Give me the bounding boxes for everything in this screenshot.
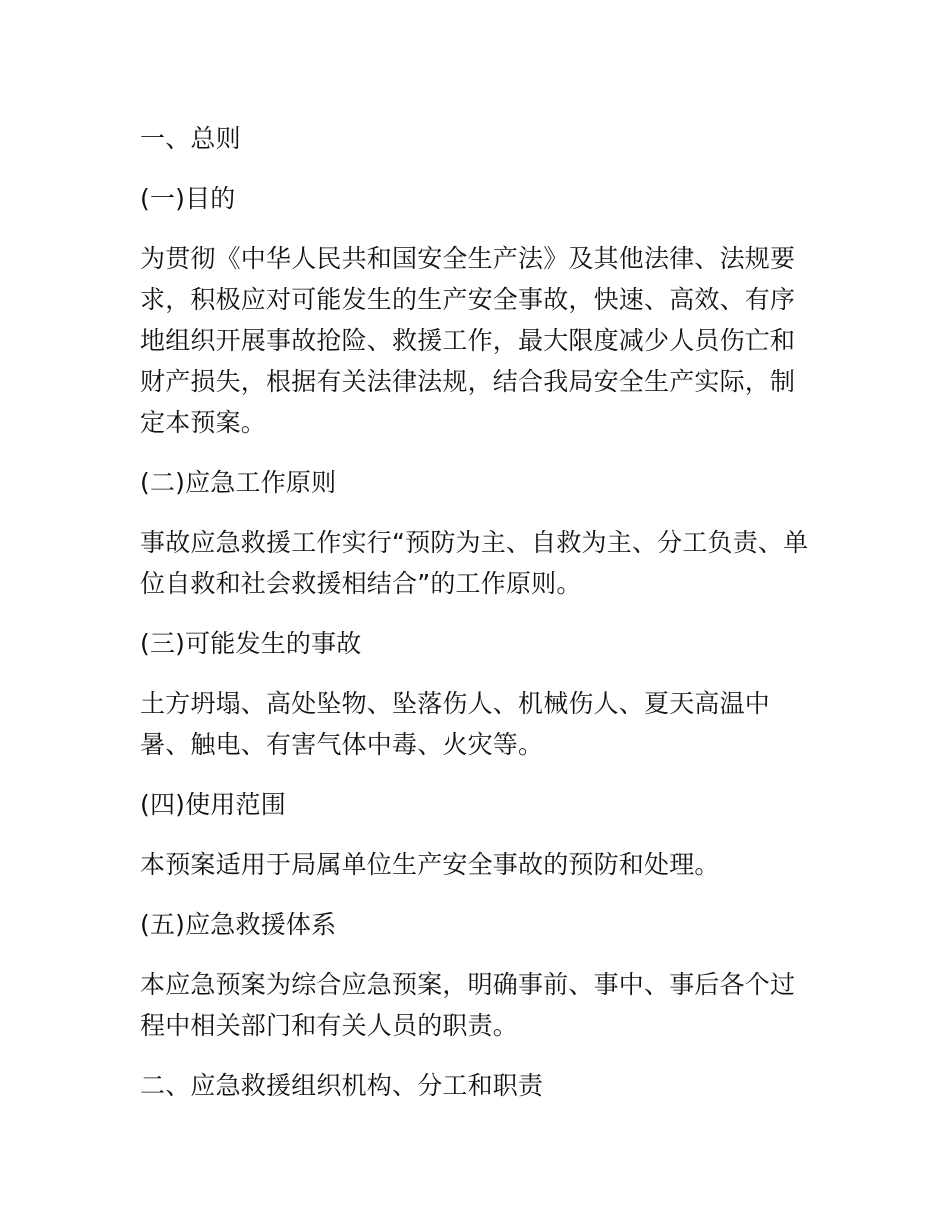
document-body [140, 118, 812, 1125]
subheading-rescue-system: (五)应急救援体系 [140, 910, 337, 939]
subheading-purpose: (一)目的 [140, 184, 236, 213]
paragraph-principles: 事故应急救援工作实行“预防为主、自救为主、分工负责、单位自救和社会救援相结合”的工作原则。 [140, 528, 809, 598]
paragraph-possible-accidents: 土方坍塌、高处坠物、坠落伤人、机械伤人、夏天高温中暑、触电、有害气体中毒、火灾等。 [140, 689, 771, 759]
section-heading-general: 一、总则 [140, 124, 241, 153]
paragraph-rescue-system: 本应急预案为综合应急预案，明确事前、事中、事后各个过程中相关部门和有关人员的职责。 [140, 970, 796, 1040]
paragraph-scope: 本预案适用于局属单位生产安全事故的预防和处理。 [140, 850, 720, 879]
paragraph-purpose: 为贯彻《中华人民共和国安全生产法》及其他法律、法规要求，积极应对可能发生的生产安全事故，快速、高效、有序地组织开展事故抢险、救援工作，最大限度减少人员伤亡和财产损失，根据有关法律法规，结合我局安全生产实际，制定本预案。 [140, 244, 796, 437]
subheading-possible-accidents: (三)可能发生的事故 [140, 629, 362, 658]
subheading-scope: (四)使用范围 [140, 790, 286, 819]
section-heading-organization: 二、应急救援组织机构、分工和职责 [140, 1071, 544, 1100]
subheading-principles: (二)应急工作原则 [140, 468, 337, 497]
